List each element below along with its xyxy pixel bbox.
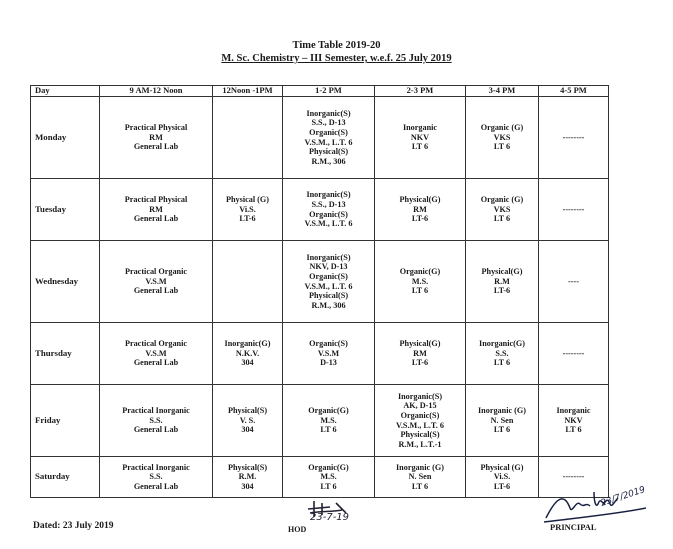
slot-line: NKV [410, 132, 430, 142]
slot-line: General Lab [133, 358, 179, 368]
slot-cell-9am-12noon [100, 179, 213, 241]
slot-line: Inorganic(S) [306, 108, 351, 118]
slot-line: N.K.V. [235, 348, 260, 358]
slot-line: N. Sen [408, 472, 432, 482]
slot-line: V.S.M., L.T. 6 [396, 420, 444, 430]
day-cell: Wednesday [31, 241, 100, 323]
slot-line: R.M [494, 276, 510, 286]
slot-line: Physical(G) [481, 267, 523, 277]
slot-line: Organic(S) [309, 127, 348, 137]
slot-line: M.S. [320, 472, 337, 482]
slot-line: Physical (G) [480, 462, 524, 472]
slot-line: V.S.M., L.T. 6 [304, 137, 353, 147]
slot-line: Physical(S) [308, 291, 349, 301]
slot-line: Vi.S. [239, 204, 256, 214]
slot-line: LT 6 [565, 425, 582, 435]
day-cell: Tuesday [31, 179, 100, 241]
slot-line: Inorganic (G) [478, 406, 526, 416]
slot-line: V.S.M [145, 348, 167, 358]
slot-cell-3-4pm [466, 385, 539, 457]
slot-cell-4-5pm [539, 97, 609, 179]
slot-line: V.S.M [145, 276, 167, 286]
slot-line: N. Sen [490, 415, 514, 425]
slot-line: S.S. [149, 415, 163, 425]
slot-line: S.S. [495, 348, 509, 358]
slot-line: LT 6 [493, 214, 511, 224]
hod-signature-date: 23-7-19 [310, 512, 350, 523]
slot-cell-9am-12noon [100, 385, 213, 457]
slot-line: AK, D-15 [403, 401, 437, 411]
slot-line: S.S., D-13 [311, 118, 346, 128]
slot-line: Organic(S) [309, 271, 348, 281]
column-header-1-2pm: 1-2 PM [283, 86, 375, 97]
slot-cell-2-3pm [375, 323, 466, 385]
slot-line: Organic(G) [308, 406, 349, 416]
slot-cell-1-2pm [283, 97, 375, 179]
slot-line: Practical Physical [124, 195, 188, 205]
slot-line: R.M., L.T.-1 [398, 439, 442, 449]
slot-line: LT 6 [493, 425, 511, 435]
slot-cell-1-2pm [283, 179, 375, 241]
slot-cell-2-3pm [375, 97, 466, 179]
slot-line: LT 6 [411, 142, 429, 152]
slot-line: RM [149, 132, 163, 142]
slot-cell-9am-12noon [100, 323, 213, 385]
slot-line: LT-6 [493, 481, 511, 491]
slot-line: Inorganic(G) [479, 339, 525, 349]
slot-line: RM [413, 204, 427, 214]
day-cell: Monday [31, 97, 100, 179]
slot-line: General Lab [133, 214, 179, 224]
slot-cell-12noon-1pm [213, 179, 283, 241]
slot-cell-12noon-1pm [213, 97, 283, 179]
slot-line: Organic(S) [309, 339, 348, 349]
slot-line: Organic (G) [480, 123, 524, 133]
slot-line: ---- [568, 276, 579, 286]
slot-line: 304 [241, 425, 254, 435]
column-header-9am-12noon: 9 AM-12 Noon [100, 86, 213, 97]
slot-line: V.S.M., L.T. 6 [304, 219, 353, 229]
day-cell: Saturday [31, 457, 100, 498]
slot-cell-1-2pm [283, 323, 375, 385]
slot-line: -------- [562, 348, 585, 358]
slot-cell-3-4pm [466, 241, 539, 323]
slot-line: -------- [562, 132, 585, 142]
table-row [31, 97, 609, 179]
slot-cell-12noon-1pm [213, 241, 283, 323]
document-title: Time Table 2019-20 [292, 40, 381, 51]
slot-cell-9am-12noon [100, 241, 213, 323]
slot-line: General Lab [133, 142, 179, 152]
table-row [31, 323, 609, 385]
slot-line: V. S. [239, 415, 256, 425]
slot-line: Physical(S) [308, 147, 349, 157]
slot-cell-9am-12noon [100, 457, 213, 498]
slot-line: Inorganic(S) [397, 391, 443, 401]
header-row [31, 86, 609, 97]
day-cell: Friday [31, 385, 100, 457]
day-cell: Thursday [31, 323, 100, 385]
slot-cell-4-5pm [539, 385, 609, 457]
slot-line: S.S., D-13 [311, 199, 346, 209]
slot-line: NKV [564, 415, 583, 425]
slot-cell-2-3pm [375, 385, 466, 457]
slot-line: LT 6 [320, 425, 337, 435]
slot-line: Inorganic(S) [306, 190, 351, 200]
slot-line: R.M. [238, 472, 257, 482]
slot-line: General Lab [133, 286, 179, 296]
slot-cell-12noon-1pm [213, 457, 283, 498]
slot-line: -------- [562, 472, 585, 482]
slot-line: V.S.M., L.T. 6 [304, 281, 353, 291]
slot-cell-1-2pm [283, 241, 375, 323]
slot-line: RM [149, 204, 163, 214]
slot-line: Organic(S) [309, 209, 348, 219]
dated-label: Dated: 23 July 2019 [33, 521, 114, 531]
slot-line: Inorganic [556, 406, 591, 416]
column-header-3-4pm: 3-4 PM [466, 86, 539, 97]
slot-line: Physical(G) [399, 339, 441, 349]
slot-line: Inorganic(G) [224, 339, 271, 349]
slot-line: Vi.S. [493, 472, 511, 482]
slot-line: -------- [562, 204, 585, 214]
slot-line: General Lab [133, 425, 179, 435]
table-row [31, 385, 609, 457]
timetable [30, 85, 609, 498]
slot-line: Organic(G) [399, 267, 441, 277]
slot-line: LT-6 [411, 214, 429, 224]
principal-signature-date: 23/7/2019 [599, 485, 647, 509]
slot-line: R.M., 306 [311, 300, 346, 310]
slot-line: Physical(G) [399, 195, 441, 205]
slot-cell-3-4pm [466, 97, 539, 179]
slot-cell-4-5pm [539, 179, 609, 241]
slot-line: M.S. [320, 415, 337, 425]
slot-line: Practical Physical [124, 123, 188, 133]
slot-line: LT 6 [493, 358, 511, 368]
slot-cell-1-2pm [283, 457, 375, 498]
slot-line: Inorganic(S) [306, 252, 351, 262]
slot-line: Practical Organic [124, 339, 188, 349]
slot-line: LT-6 [493, 286, 511, 296]
slot-line: Organic(G) [308, 462, 349, 472]
slot-line: Organic (G) [480, 195, 524, 205]
slot-cell-4-5pm [539, 323, 609, 385]
slot-line: NKV, D-13 [309, 262, 348, 272]
slot-cell-1-2pm [283, 385, 375, 457]
slot-line: RM [413, 348, 427, 358]
slot-line: Organic(S) [400, 410, 440, 420]
column-header-4-5pm: 4-5 PM [539, 86, 609, 97]
hod-label: HOD [288, 525, 307, 534]
slot-line: Physical (G) [226, 195, 269, 205]
slot-line: LT 6 [411, 286, 429, 296]
slot-cell-3-4pm [466, 179, 539, 241]
slot-line: Practical Inorganic [122, 462, 190, 472]
principal-label: PRINCIPAL [550, 522, 597, 532]
slot-line: LT 6 [493, 142, 511, 152]
slot-cell-2-3pm [375, 241, 466, 323]
slot-line: VKS [493, 132, 511, 142]
slot-line: V.S.M [317, 348, 340, 358]
slot-line: LT-6 [411, 358, 429, 368]
slot-line: Inorganic [402, 123, 438, 133]
slot-line: Practical Inorganic [122, 406, 190, 416]
slot-line: D-13 [320, 358, 337, 368]
slot-cell-4-5pm [539, 241, 609, 323]
slot-line: R.M., 306 [311, 156, 346, 166]
slot-cell-12noon-1pm [213, 323, 283, 385]
slot-line: Physical(S) [227, 406, 268, 416]
slot-line: Physical(S) [400, 430, 440, 440]
slot-cell-3-4pm [466, 457, 539, 498]
slot-line: LT-6 [239, 214, 256, 224]
slot-line: M.S. [411, 276, 429, 286]
slot-line: Inorganic (G) [396, 462, 444, 472]
slot-line: VKS [493, 204, 511, 214]
slot-line: General Lab [133, 481, 179, 491]
slot-cell-2-3pm [375, 179, 466, 241]
slot-cell-3-4pm [466, 323, 539, 385]
slot-line: S.S. [149, 472, 163, 482]
slot-line: Practical Organic [124, 267, 188, 277]
slot-cell-12noon-1pm [213, 385, 283, 457]
slot-line: 304 [241, 481, 254, 491]
slot-line: LT 6 [411, 481, 429, 491]
slot-line: Physical(S) [227, 462, 268, 472]
column-header-day: Day [31, 86, 100, 97]
slot-line: LT 6 [320, 481, 337, 491]
slot-cell-2-3pm [375, 457, 466, 498]
document-subtitle: M. Sc. Chemistry – III Semester, w.e.f. 25 July 2019 [221, 53, 452, 64]
table-row [31, 179, 609, 241]
table-row [31, 457, 609, 498]
slot-line: 304 [241, 358, 254, 368]
slot-cell-9am-12noon [100, 97, 213, 179]
column-header-2-3pm: 2-3 PM [375, 86, 466, 97]
table-row [31, 241, 609, 323]
column-header-12noon-1pm: 12Noon -1PM [213, 86, 283, 97]
